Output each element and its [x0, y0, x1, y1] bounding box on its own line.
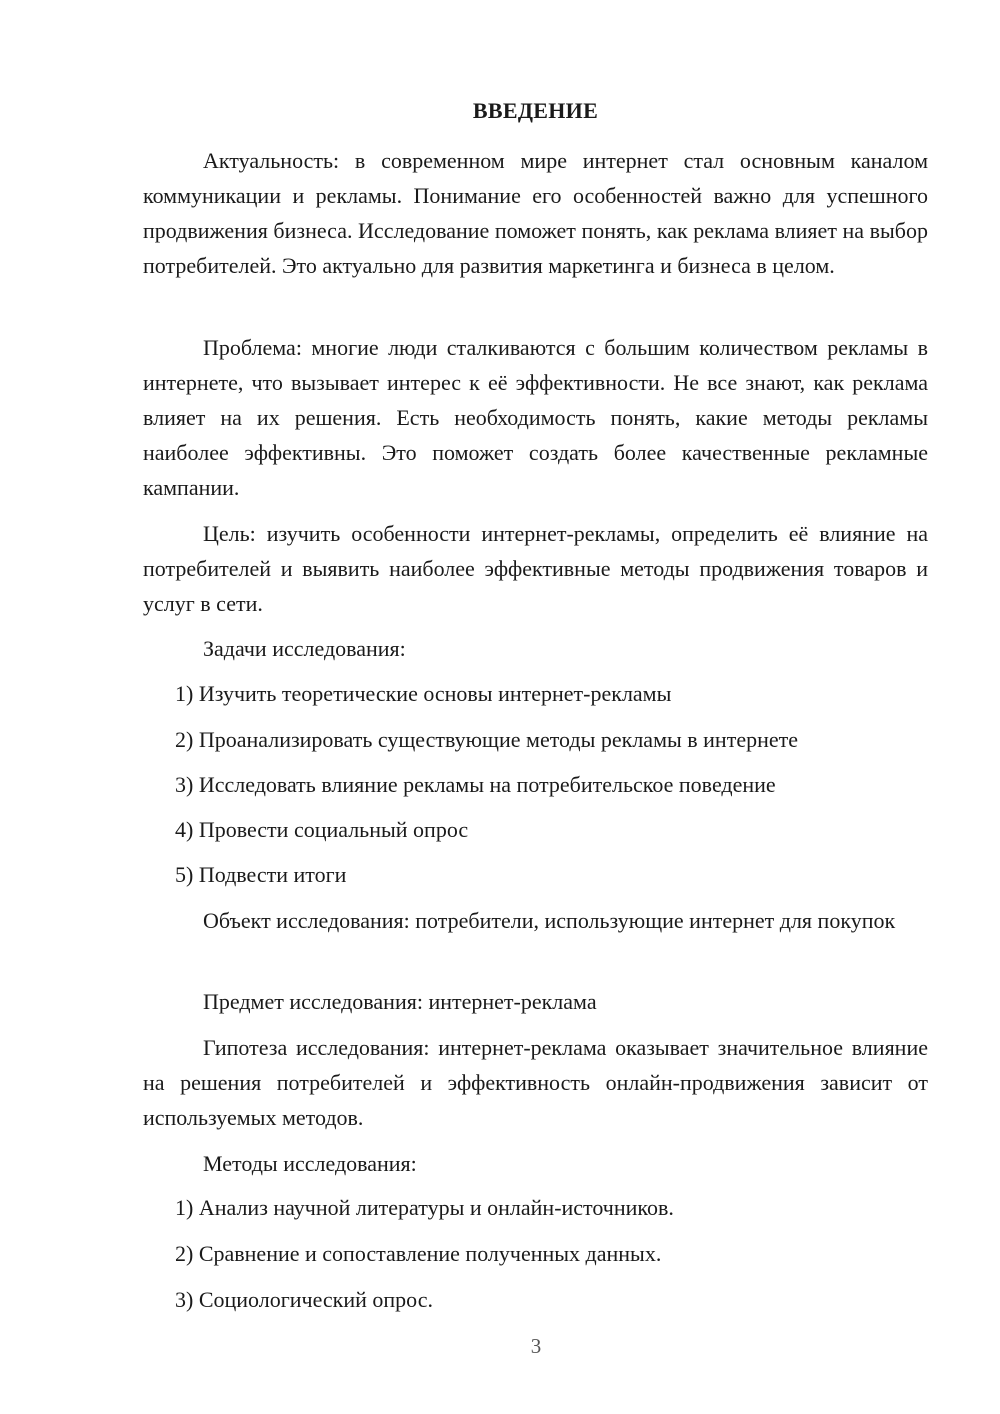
- relevance-paragraph: Актуальность: в современном мире интернет стал основным каналом коммуникации и рекламы. Понимание его особенностей важно для успешного продвижения бизнеса. Исследование поможет понять, как реклама влияет на выбор потребителей. Это актуально для развития маркетинга и бизнеса в целом.: [143, 148, 928, 278]
- task-item: 3) Исследовать влияние рекламы на потребительское поведение: [175, 772, 776, 797]
- hypothesis-paragraph: Гипотеза исследования: интернет-реклама оказывает значительное влияние на решения потребителей и эффективность онлайн-продвижения зависит от используемых методов.: [143, 1035, 928, 1130]
- page-title: ВВЕДЕНИЕ: [472, 98, 599, 123]
- object-paragraph: Объект исследования: потребители, использующие интернет для покупок: [203, 908, 896, 933]
- method-item: 3) Социологический опрос.: [175, 1287, 433, 1312]
- tasks-heading: Задачи исследования:: [203, 636, 406, 661]
- task-item: 2) Проанализировать существующие методы рекламы в интернете: [175, 727, 799, 752]
- task-item: 5) Подвести итоги: [175, 862, 347, 887]
- goal-paragraph: Цель: изучить особенности интернет-рекламы, определить её влияние на потребителей и выявить наиболее эффективные методы продвижения товаров и услуг в сети.: [143, 521, 928, 616]
- page-number: 3: [530, 1334, 542, 1358]
- methods-heading: Методы исследования:: [203, 1151, 417, 1176]
- problem-paragraph: Проблема: многие люди сталкиваются с большим количеством рекламы в интернете, что вызывает интерес к её эффективности. Не все знают, как реклама влияет на их решения. Есть необходимость понять, какие методы рекламы наиболее эффективны. Это поможет создать более качественные рекламные кампании.: [143, 335, 928, 500]
- task-item: 4) Провести социальный опрос: [175, 817, 469, 842]
- method-item: 2) Сравнение и сопоставление полученных данных.: [175, 1241, 662, 1266]
- subject-paragraph: Предмет исследования: интернет-реклама: [203, 989, 597, 1014]
- task-item: 1) Изучить теоретические основы интернет-рекламы: [175, 681, 672, 706]
- method-item: 1) Анализ научной литературы и онлайн-источников.: [175, 1195, 674, 1220]
